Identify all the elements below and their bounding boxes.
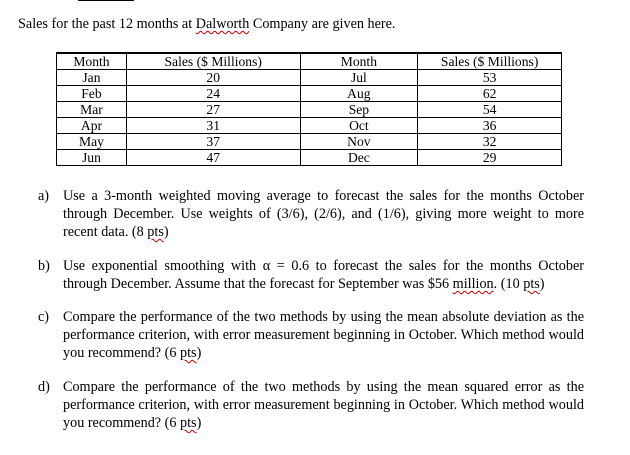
table-cell: May: [57, 134, 127, 150]
table-row: [57, 102, 562, 118]
company-name: Dalworth: [195, 16, 250, 32]
table-cell: 47: [126, 150, 300, 166]
table-cell: 53: [418, 70, 562, 86]
table-cell: Oct: [300, 118, 418, 134]
table-row: [57, 134, 562, 150]
table-cell: Mar: [57, 102, 127, 118]
table-cell: Sep: [300, 102, 418, 118]
header-sales-1: Sales ($ Millions): [126, 53, 300, 70]
header-month-1: Month: [57, 53, 127, 70]
table-cell: Jul: [300, 70, 418, 86]
table-cell: 20: [126, 70, 300, 86]
table-cell: Dec: [300, 150, 418, 166]
table-row: [57, 118, 562, 134]
table-cell: Aug: [300, 86, 418, 102]
table-header-row: [57, 53, 562, 70]
table-cell: Apr: [57, 118, 127, 134]
question-b: [38, 257, 584, 293]
question-c: [38, 308, 584, 362]
question-b-label: b): [38, 258, 50, 274]
table-cell: Jun: [57, 150, 127, 166]
top-divider: [78, 0, 134, 1]
table-row: [57, 150, 562, 166]
table-cell: 31: [126, 118, 300, 134]
header-month-2: Month: [300, 53, 418, 70]
intro-text-end: Company are given here.: [249, 16, 396, 32]
table-cell: 37: [126, 134, 300, 150]
table-cell: 54: [418, 102, 562, 118]
question-c-text: Compare the performance of the two methods by using the mean absolute deviation as the performance criterion, with error measurement beginning in October. Which method would you recommend? (6 pts): [63, 309, 584, 361]
question-d-text: Compare the performance of the two methods by using the mean squared error as the performance criterion, with error measurement beginning in October. Which method would you recommend? (6 pts): [63, 379, 584, 431]
table-cell: 29: [418, 150, 562, 166]
table-row: [57, 86, 562, 102]
table-cell: Nov: [300, 134, 418, 150]
table-cell: 32: [418, 134, 562, 150]
intro-text: Sales for the past 12 months at: [18, 16, 196, 32]
question-d: [38, 378, 584, 432]
question-d-label: d): [38, 379, 50, 395]
table-cell: 62: [418, 86, 562, 102]
table-cell: 36: [418, 118, 562, 134]
sales-table: [56, 52, 562, 166]
table-cell: 24: [126, 86, 300, 102]
question-b-text: Use exponential smoothing with α = 0.6 to forecast the sales for the months October through December. Assume that the forecast for September was $56 million. (10 pts): [63, 258, 584, 292]
table-row: [57, 70, 562, 86]
question-a-label: a): [38, 188, 50, 204]
table-cell: 27: [126, 102, 300, 118]
question-a-text: Use a 3-month weighted moving average to forecast the sales for the months October through December. Use weights of (3/6), (2/6), and (1/6), giving more weight to more recent data. (8 pts): [63, 188, 584, 240]
question-c-label: c): [38, 309, 50, 325]
question-a: [38, 187, 584, 241]
intro-sentence: [18, 16, 395, 33]
table-cell: Jan: [57, 70, 127, 86]
header-sales-2: Sales ($ Millions): [418, 53, 562, 70]
table-cell: Feb: [57, 86, 127, 102]
